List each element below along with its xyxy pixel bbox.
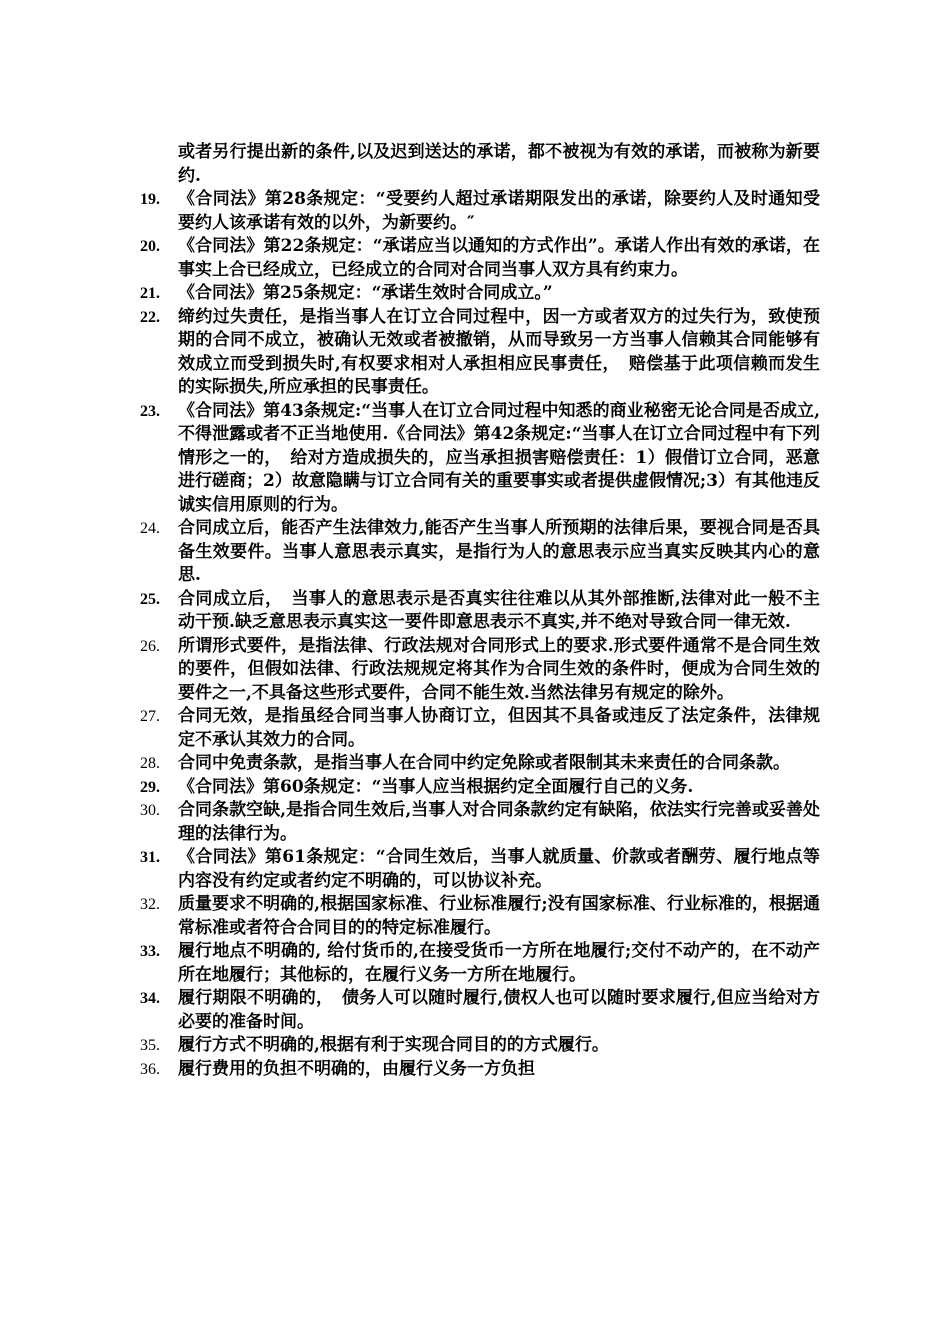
list-item (140, 752, 820, 776)
list-item (140, 517, 820, 588)
item-number: 28. (140, 755, 160, 772)
item-text: 履行方式不明确的,根据有利于实现合同目的的方式履行。 (178, 1035, 609, 1055)
item-text: 履行地点不明确的, 给付货币的,在接受货币一方所在地履行;交付不动产的，在不动产所在地履行；其他标的，在履行义务一方所在地履行。 (178, 941, 820, 985)
item-number: 33. (140, 943, 160, 960)
list-item (140, 1034, 820, 1058)
list-item (140, 1058, 820, 1082)
item-text: 合同成立后， 当事人的意思表示是否真实往往难以从其外部推断,法律对此一般不主动干预.缺乏意思表示真实这一要件即意思表示不真实,并不绝对导致合同一律无效. (178, 588, 820, 632)
item-text: 《合同法》第43条规定:“当事人在订立合同过程中知悉的商业秘密无论合同是否成立,不得泄露或者不正当地使用.《合同法》第42条规定:“当事人在订立合同过程中有下列情形之一的， 给对方造成损失的，应当承担损害赔偿责任：1）假借订立合同，恶意进行磋商；2）故意隐瞒与订立合同有关的重要事实或者提供虚假情况;3）有其他违反诚实信用原则的行为。 (178, 400, 820, 515)
list-item (140, 235, 820, 282)
list-item (140, 705, 820, 752)
list-item (140, 588, 820, 635)
list-item (140, 282, 820, 306)
item-number: 24. (140, 520, 160, 537)
list-item (140, 635, 820, 706)
item-text: 缔约过失责任，是指当事人在订立合同过程中，因一方或者双方的过失行为，致使预期的合同不成立，被确认无效或者被撤销，从而导致另一方当事人信赖其合同能够有效成立而受到损失时,有权要求相对人承担相应民事责任， 赔偿基于此项信赖而发生的实际损失,所应承担的民事责任。 (178, 306, 820, 397)
item-number: 21. (140, 285, 160, 302)
continued-paragraph: 或者另行提出新的条件,以及迟到送达的承诺，都不被视为有效的承诺，而被称为新要约. (178, 142, 820, 186)
list-item (140, 940, 820, 987)
item-number: 25. (140, 590, 160, 608)
item-number: 27. (140, 708, 160, 725)
item-number: 26. (140, 637, 160, 655)
item-text: 合同中免责条款，是指当事人在合同中约定免除或者限制其未来责任的合同条款。 (178, 753, 790, 773)
list-item (140, 776, 820, 800)
item-number: 31. (140, 849, 160, 866)
item-text: 合同成立后，能否产生法律效力,能否产生当事人所预期的法律后果，要视合同是否具备生效要件。当事人意思表示真实，是指行为人的意思表示应当真实反映其内心的意思. (178, 518, 820, 585)
list-item (140, 188, 820, 235)
item-number: 36. (140, 1060, 160, 1078)
item-text: 《合同法》第60条规定：“当事人应当根据约定全面履行自己的义务. (178, 776, 694, 797)
item-number: 35. (140, 1037, 160, 1054)
item-number: 20. (140, 238, 160, 255)
item-text: 《合同法》第25条规定：“承诺生效时合同成立。” (178, 283, 553, 303)
item-text: 《合同法》第22条规定：“承诺应当以通知的方式作出”。承诺人作出有效的承诺，在事实上合已经成立，已经成立的合同对合同当事人双方具有约束力。 (178, 236, 820, 280)
item-text: 《合同法》第28条规定：“受要约人超过承诺期限发出的承诺，除要约人及时通知受要约人该承诺有效的以外，为新要约。″ (178, 189, 820, 233)
list-item (140, 400, 820, 518)
item-text: 履行期限不明确的， 债务人可以随时履行,债权人也可以随时要求履行,但应当给对方必要的准备时间。 (178, 988, 820, 1032)
item-text: 所谓形式要件，是指法律、行政法规对合同形式上的要求.形式要件通常不是合同生效的要件，但假如法律、行政法规规定将其作为合同生效的条件时，便成为合同生效的要件之一,不具备这些形式要件，合同不能生效.当然法律另有规定的除外。 (178, 635, 820, 703)
list-item (140, 799, 820, 846)
item-number: 19. (140, 191, 160, 208)
item-number: 34. (140, 990, 160, 1007)
item-text: 《合同法》第61条规定：“合同生效后，当事人就质量、价款或者酬劳、履行地点等内容没有约定或者约定不明确的，可以协议补充。 (178, 847, 820, 891)
list-item (140, 893, 820, 940)
item-text: 合同条款空缺,是指合同生效后,当事人对合同条款约定有缺陷，依法实行完善或妥善处理的法律行为。 (178, 800, 820, 844)
item-number: 32. (140, 896, 160, 913)
item-text: 合同无效，是指虽经合同当事人协商订立，但因其不具备或违反了法定条件，法律规定不承认其效力的合同。 (178, 706, 820, 750)
item-number: 29. (140, 778, 160, 796)
item-text: 履行费用的负担不明确的，由履行义务一方负担 (178, 1058, 535, 1079)
item-number: 23. (140, 402, 160, 420)
item-number: 30. (140, 802, 160, 819)
item-number: 22. (140, 308, 160, 326)
list-item (140, 306, 820, 400)
list-item (140, 987, 820, 1034)
item-text: 质量要求不明确的,根据国家标准、行业标准履行;没有国家标准、行业标准的，根据通常标准或者符合合同目的的特定标准履行。 (178, 894, 820, 938)
document-body (140, 124, 820, 1081)
list-item (140, 846, 820, 893)
